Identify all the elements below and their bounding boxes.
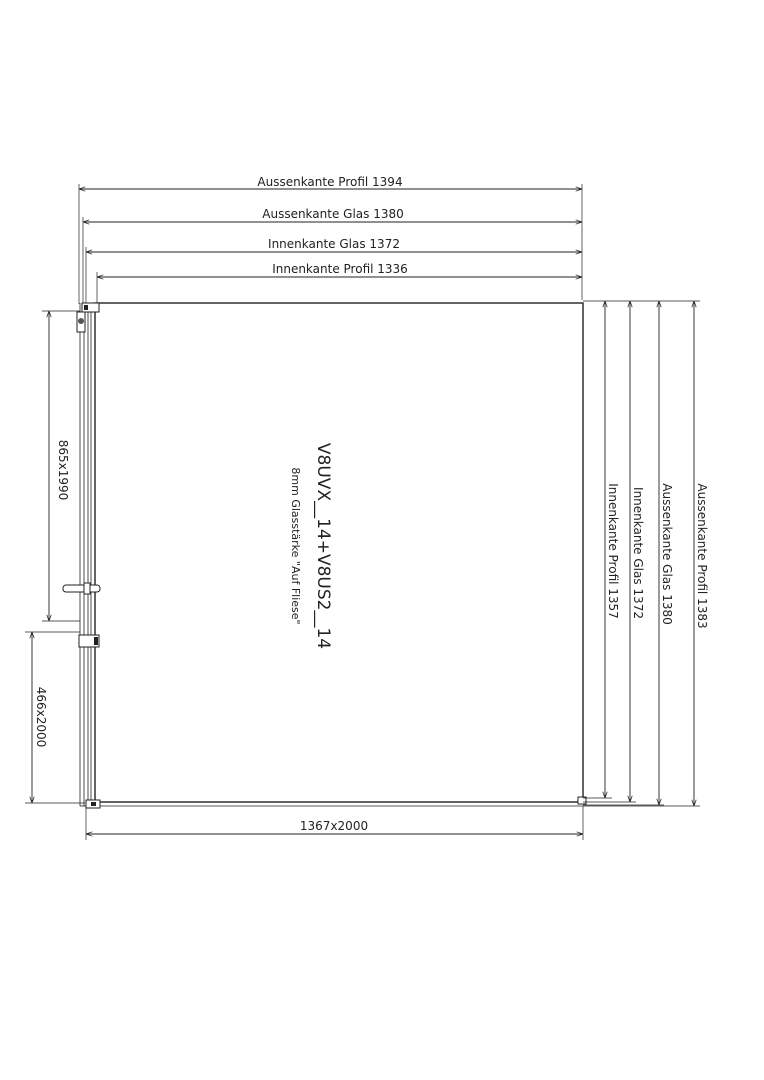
center-label [289, 443, 333, 649]
dim-label-right-innenkante-profil: Innenkante Profil 1357 [606, 483, 620, 619]
door-handle [63, 585, 100, 592]
handle-mount [84, 583, 90, 594]
dim-label-fixed-panel: 466x2000 [34, 686, 48, 748]
glass-note: 8mm Glasstärke "Auf Fliese" [289, 467, 302, 625]
dim-label-right-aussenkante-glas: Aussenkante Glas 1380 [660, 483, 674, 625]
middle-connector-detail [94, 637, 98, 645]
bottom-connector-detail [91, 802, 96, 806]
hinge-screw [78, 318, 84, 324]
dim-label-bottom: 1367x2000 [299, 819, 369, 833]
dim-label-right-innenkante-glas: Innenkante Glas 1372 [631, 487, 645, 619]
dim-label-innenkante-profil: Innenkante Profil 1336 [272, 262, 408, 276]
dim-label-innenkante-glas: Innenkante Glas 1372 [268, 237, 400, 251]
right-dimensions [583, 301, 709, 806]
panel-outline [95, 303, 583, 802]
left-dimensions [25, 311, 85, 803]
top-clamp-detail [84, 305, 88, 310]
model-code: V8UVX__14+V8US2__14 [313, 442, 333, 650]
dim-label-aussenkante-profil: Aussenkante Profil 1394 [257, 175, 403, 189]
top-dimensions [79, 175, 582, 304]
bottom-dimensions [86, 806, 583, 840]
dim-label-door: 865x1990 [56, 439, 70, 501]
dim-label-right-aussenkante-profil: Aussenkante Profil 1383 [695, 483, 709, 629]
dim-label-aussenkante-glas: Aussenkante Glas 1380 [262, 207, 404, 221]
